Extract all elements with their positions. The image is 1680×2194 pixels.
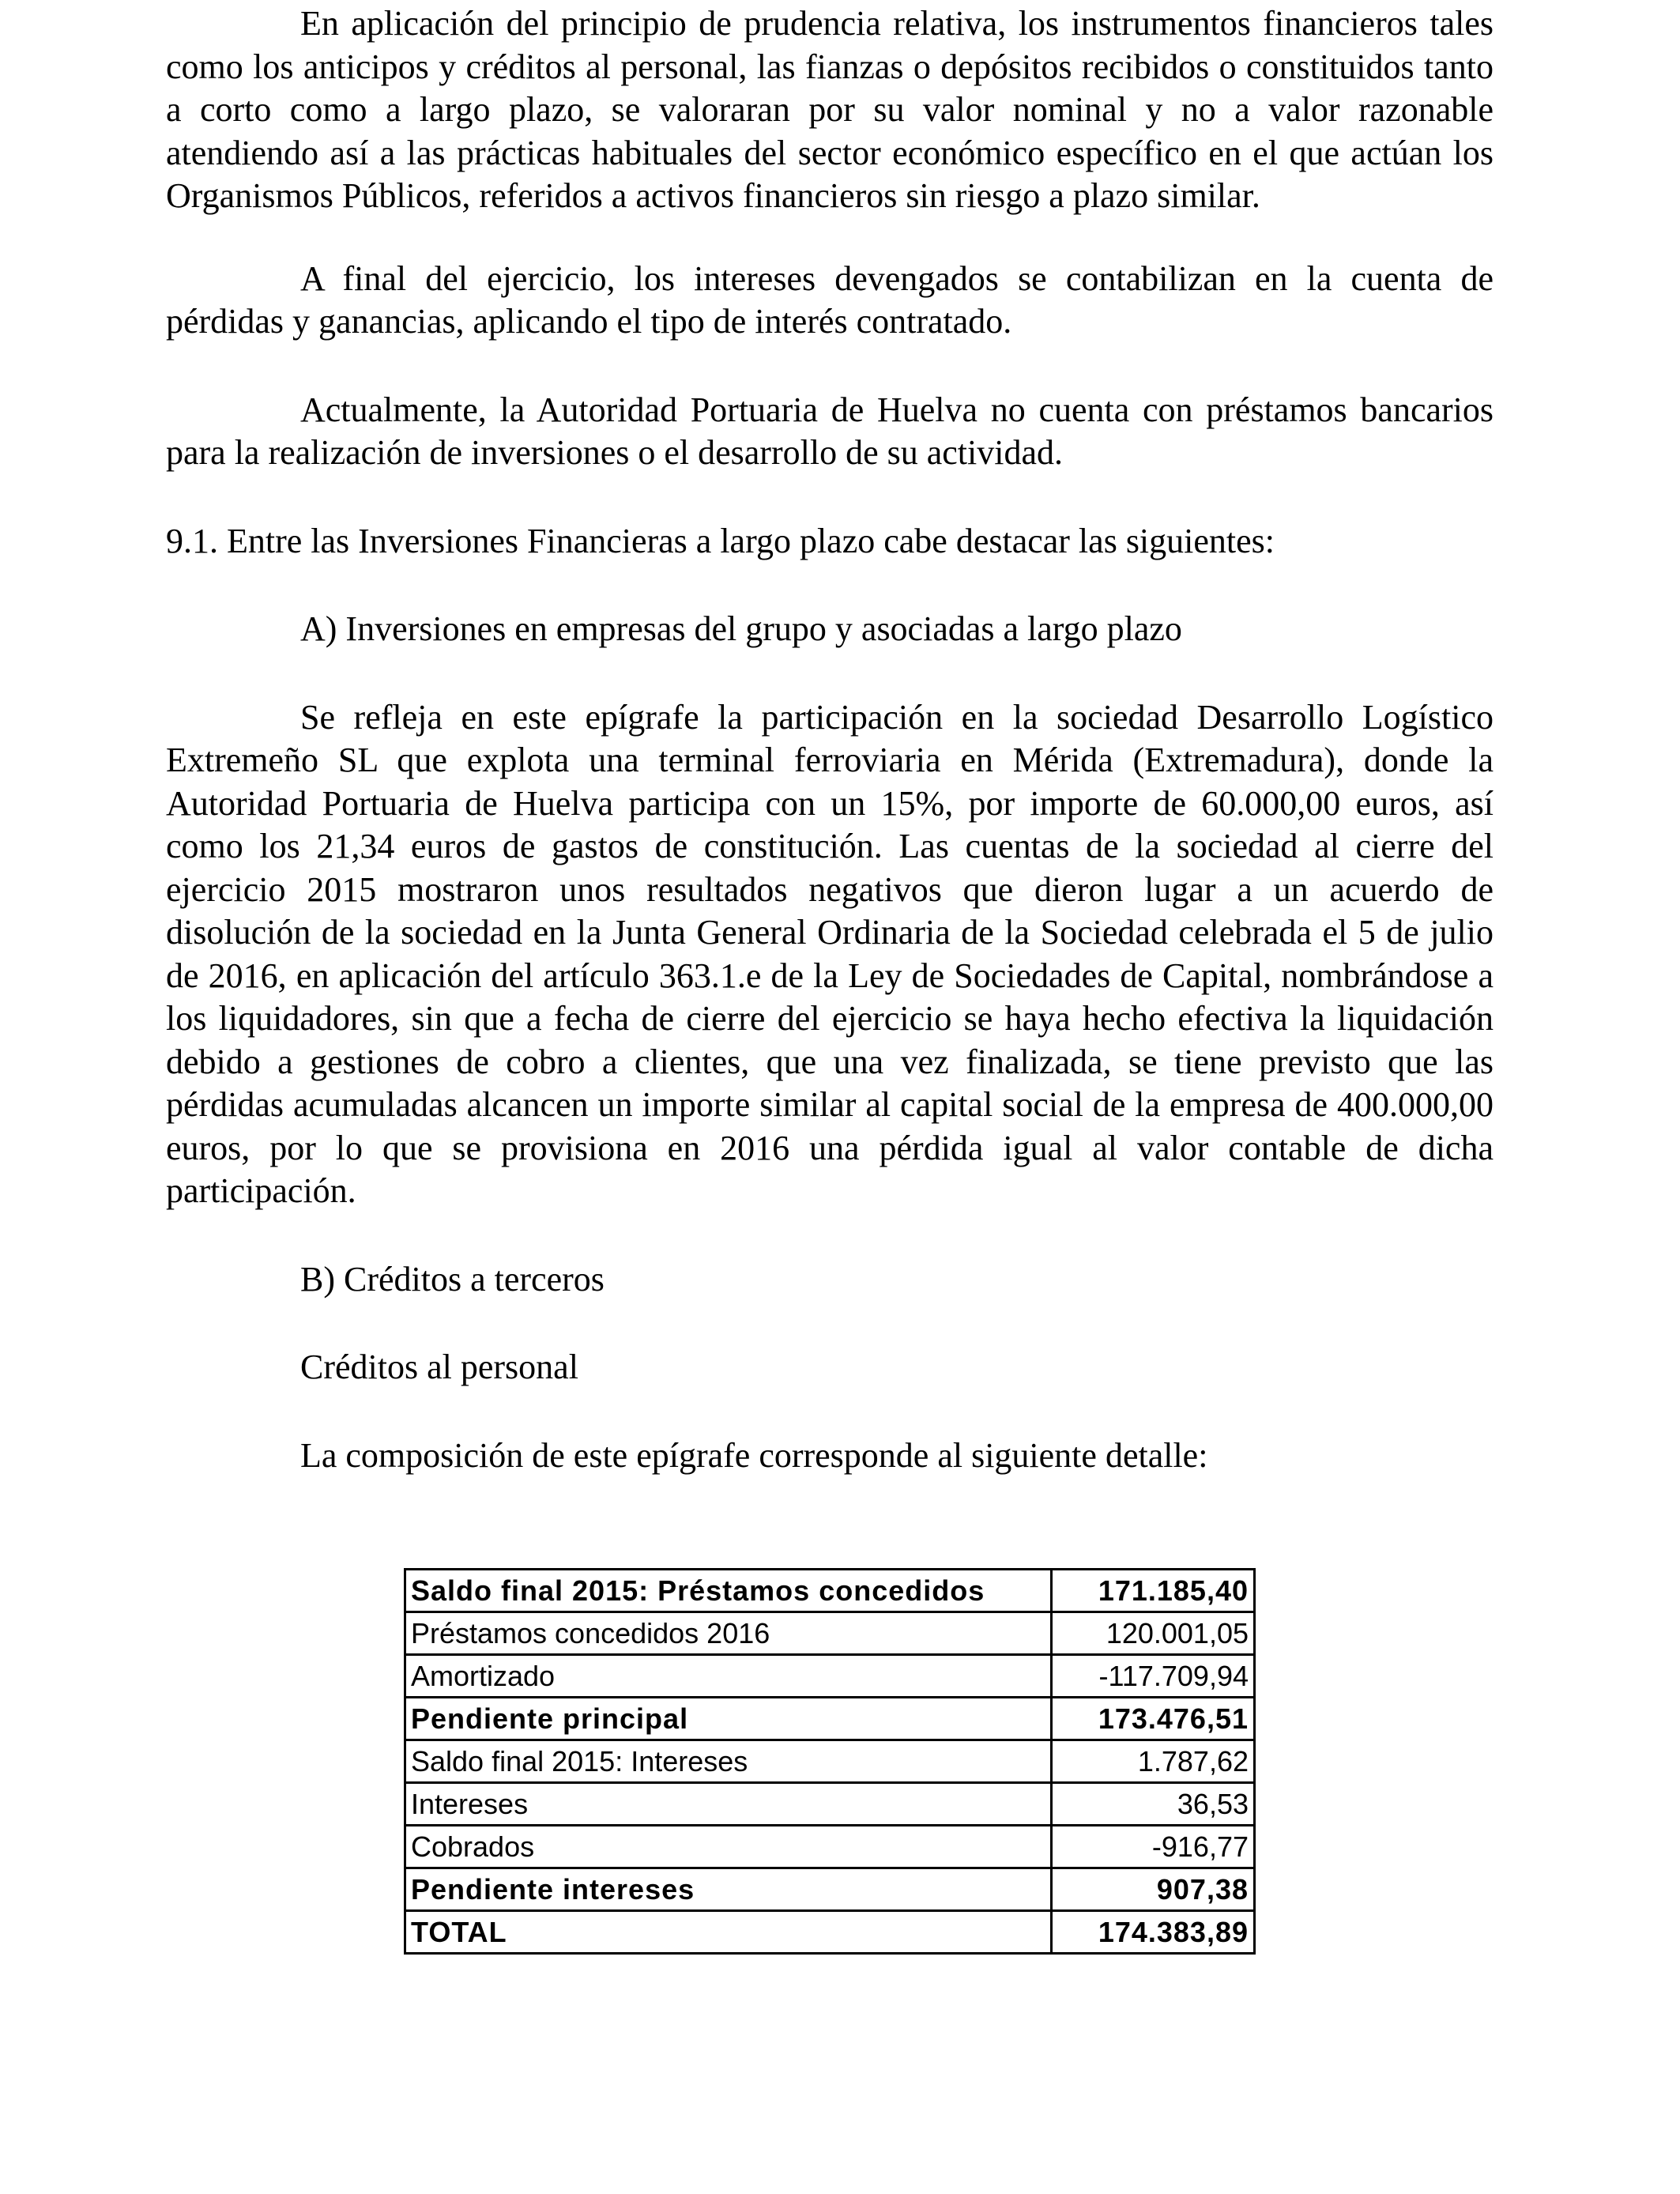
row-value: 173.476,51 <box>1052 1698 1255 1740</box>
row-value: 171.185,40 <box>1052 1570 1255 1612</box>
row-label: Cobrados <box>405 1826 1052 1868</box>
section-heading-9-1: 9.1. Entre las Inversiones Financieras a largo plazo cabe destacar las siguientes: <box>166 521 1275 560</box>
row-label: Pendiente intereses <box>405 1868 1052 1911</box>
row-value: 36,53 <box>1052 1783 1255 1826</box>
table-row <box>405 1868 1255 1911</box>
table-row <box>405 1826 1255 1868</box>
table-row <box>405 1655 1255 1698</box>
row-label: TOTAL <box>405 1911 1052 1954</box>
table-row <box>405 1911 1255 1954</box>
paragraph-prudence-principle: En aplicación del principio de prudencia relativa, los instrumentos financieros tales como los anticipos y créditos al personal, las fianzas o depósitos recibidos o constituidos tanto a corto como a largo plazo, se valoraran por su valor nominal y no a valor razonable atendiendo así a las prácticas habituales del sector económico específico en el que actúan los Organismos Públicos, referidos a activos financieros sin riesgo a plazo similar. <box>166 4 1494 215</box>
row-label: Intereses <box>405 1783 1052 1826</box>
table-row <box>405 1570 1255 1612</box>
loans-detail-table <box>404 1568 1256 1955</box>
paragraph-composition-intro: La composición de este epígrafe corresponde al siguiente detalle: <box>300 1435 1208 1475</box>
table-row <box>405 1612 1255 1655</box>
row-value: 907,38 <box>1052 1868 1255 1911</box>
row-label: Saldo final 2015: Préstamos concedidos <box>405 1570 1052 1612</box>
row-label: Pendiente principal <box>405 1698 1052 1740</box>
row-label: Amortizado <box>405 1655 1052 1698</box>
subheading-third-party-credits: B) Créditos a terceros <box>300 1259 605 1299</box>
row-value: 174.383,89 <box>1052 1911 1255 1954</box>
paragraph-bank-loans: Actualmente, la Autoridad Portuaria de Huelva no cuenta con préstamos bancarios para la realización de inversiones o el desarrollo de su actividad. <box>166 390 1494 472</box>
row-value: -117.709,94 <box>1052 1655 1255 1698</box>
subheading-group-investments: A) Inversiones en empresas del grupo y asociadas a largo plazo <box>300 609 1182 648</box>
row-value: 1.787,62 <box>1052 1740 1255 1783</box>
row-value: 120.001,05 <box>1052 1612 1255 1655</box>
paragraph-participation: Se refleja en este epígrafe la participación en la sociedad Desarrollo Logístico Extremeño SL que explota una terminal ferroviaria en Mérida (Extremadura), donde la Autoridad Portuaria de Huelva participa con un 15%, por importe de 60.000,00 euros, así como los 21,34 euros de gastos de constitución. Las cuentas de la sociedad al cierre del ejercicio 2015 mostraron unos resultados negativos que dieron lugar a un acuerdo de disolución de la sociedad en la Junta General Ordinaria de la Sociedad celebrada el 5 de julio de 2016, en aplicación del artículo 363.1.e de la Ley de Sociedades de Capital, nombrándose a los liquidadores, sin que a fecha de cierre del ejercicio se haya hecho efectiva la liquidación debido a gestiones de cobro a clientes, que una vez finalizada, se tiene previsto que las pérdidas acumuladas alcancen un importe similar al capital social de la empresa de 400.000,00 euros, por lo que se provisiona en 2016 una pérdida igual al valor contable de dicha participación. <box>166 697 1494 1210</box>
table-row <box>405 1698 1255 1740</box>
table-row <box>405 1740 1255 1783</box>
row-label: Saldo final 2015: Intereses <box>405 1740 1052 1783</box>
row-label: Préstamos concedidos 2016 <box>405 1612 1052 1655</box>
row-value: -916,77 <box>1052 1826 1255 1868</box>
paragraph-accrued-interest: A final del ejercicio, los intereses devengados se contabilizan en la cuenta de pérdidas y ganancias, aplicando el tipo de interés contratado. <box>166 258 1494 341</box>
document-page <box>166 0 1494 1477</box>
table-row <box>405 1783 1255 1826</box>
subheading-staff-credits: Créditos al personal <box>300 1348 578 1386</box>
